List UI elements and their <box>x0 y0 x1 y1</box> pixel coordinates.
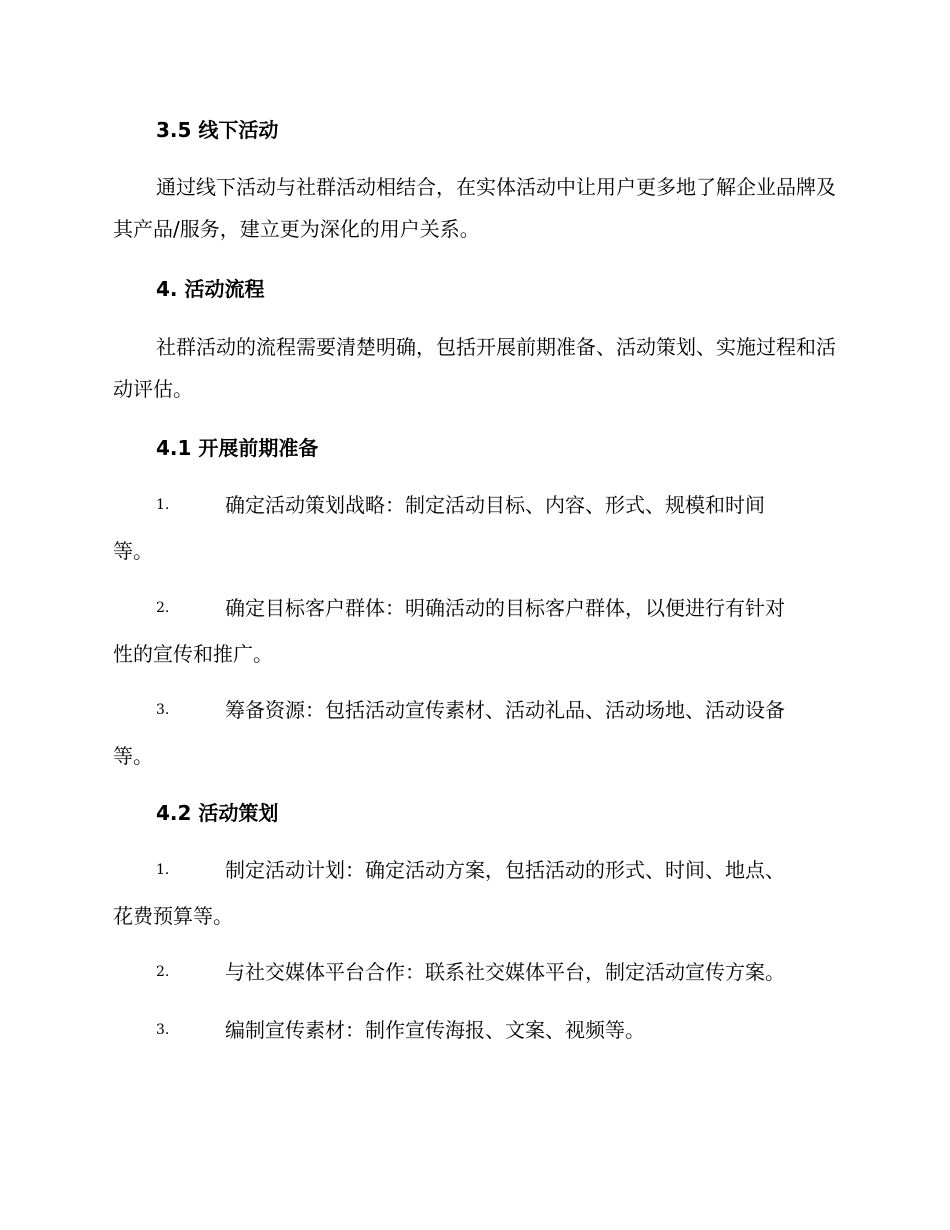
section-heading-4-1: 4.1 开展前期准备 <box>156 436 319 460</box>
list-item <box>113 482 838 574</box>
section-heading-4: 4. 活动流程 <box>156 277 265 301</box>
list-item-text: 确定活动策划战略：制定活动目标、内容、形式、规模和时间 <box>225 493 765 517</box>
list-item <box>113 687 838 779</box>
list-item-number: 3. <box>156 1022 170 1038</box>
list-item-text-continued: 花费预算等。 <box>113 904 233 928</box>
list-item-text-continued: 等。 <box>113 744 153 768</box>
list-item <box>113 1007 838 1053</box>
list-item <box>113 585 838 677</box>
list-item-number: 1. <box>156 862 170 878</box>
list-item-text: 确定目标客户群体：明确活动的目标客户群体，以便进行有针对 <box>225 596 785 620</box>
list-item-text: 筹备资源：包括活动宣传素材、活动礼品、活动场地、活动设备 <box>225 698 785 722</box>
list-item <box>113 949 838 995</box>
list-item-text-continued: 等。 <box>113 539 153 563</box>
section-heading-4-2: 4.2 活动策划 <box>156 801 279 825</box>
section-heading-3-5: 3.5 线下活动 <box>156 118 279 142</box>
list-item-number: 1. <box>156 497 170 513</box>
list-item-text: 制定活动计划：确定活动方案，包括活动的形式、时间、地点、 <box>225 858 785 882</box>
list-item-number: 2. <box>156 964 170 980</box>
list-item <box>113 847 838 939</box>
list-item-number: 2. <box>156 600 170 616</box>
section-paragraph-3-5: 通过线下活动与社群活动相结合，在实体活动中让用户更多地了解企业品牌及其产品/服务，建立更为深化的用户关系。 <box>113 175 836 241</box>
list-item-number: 3. <box>156 702 170 718</box>
list-item-text: 编制宣传素材：制作宣传海报、文案、视频等。 <box>225 1018 645 1042</box>
list-item-text: 与社交媒体平台合作：联系社交媒体平台，制定活动宣传方案。 <box>225 960 785 984</box>
list-item-text-continued: 性的宣传和推广。 <box>113 642 273 666</box>
section-paragraph-4: 社群活动的流程需要清楚明确，包括开展前期准备、活动策划、实施过程和活动评估。 <box>113 335 836 401</box>
